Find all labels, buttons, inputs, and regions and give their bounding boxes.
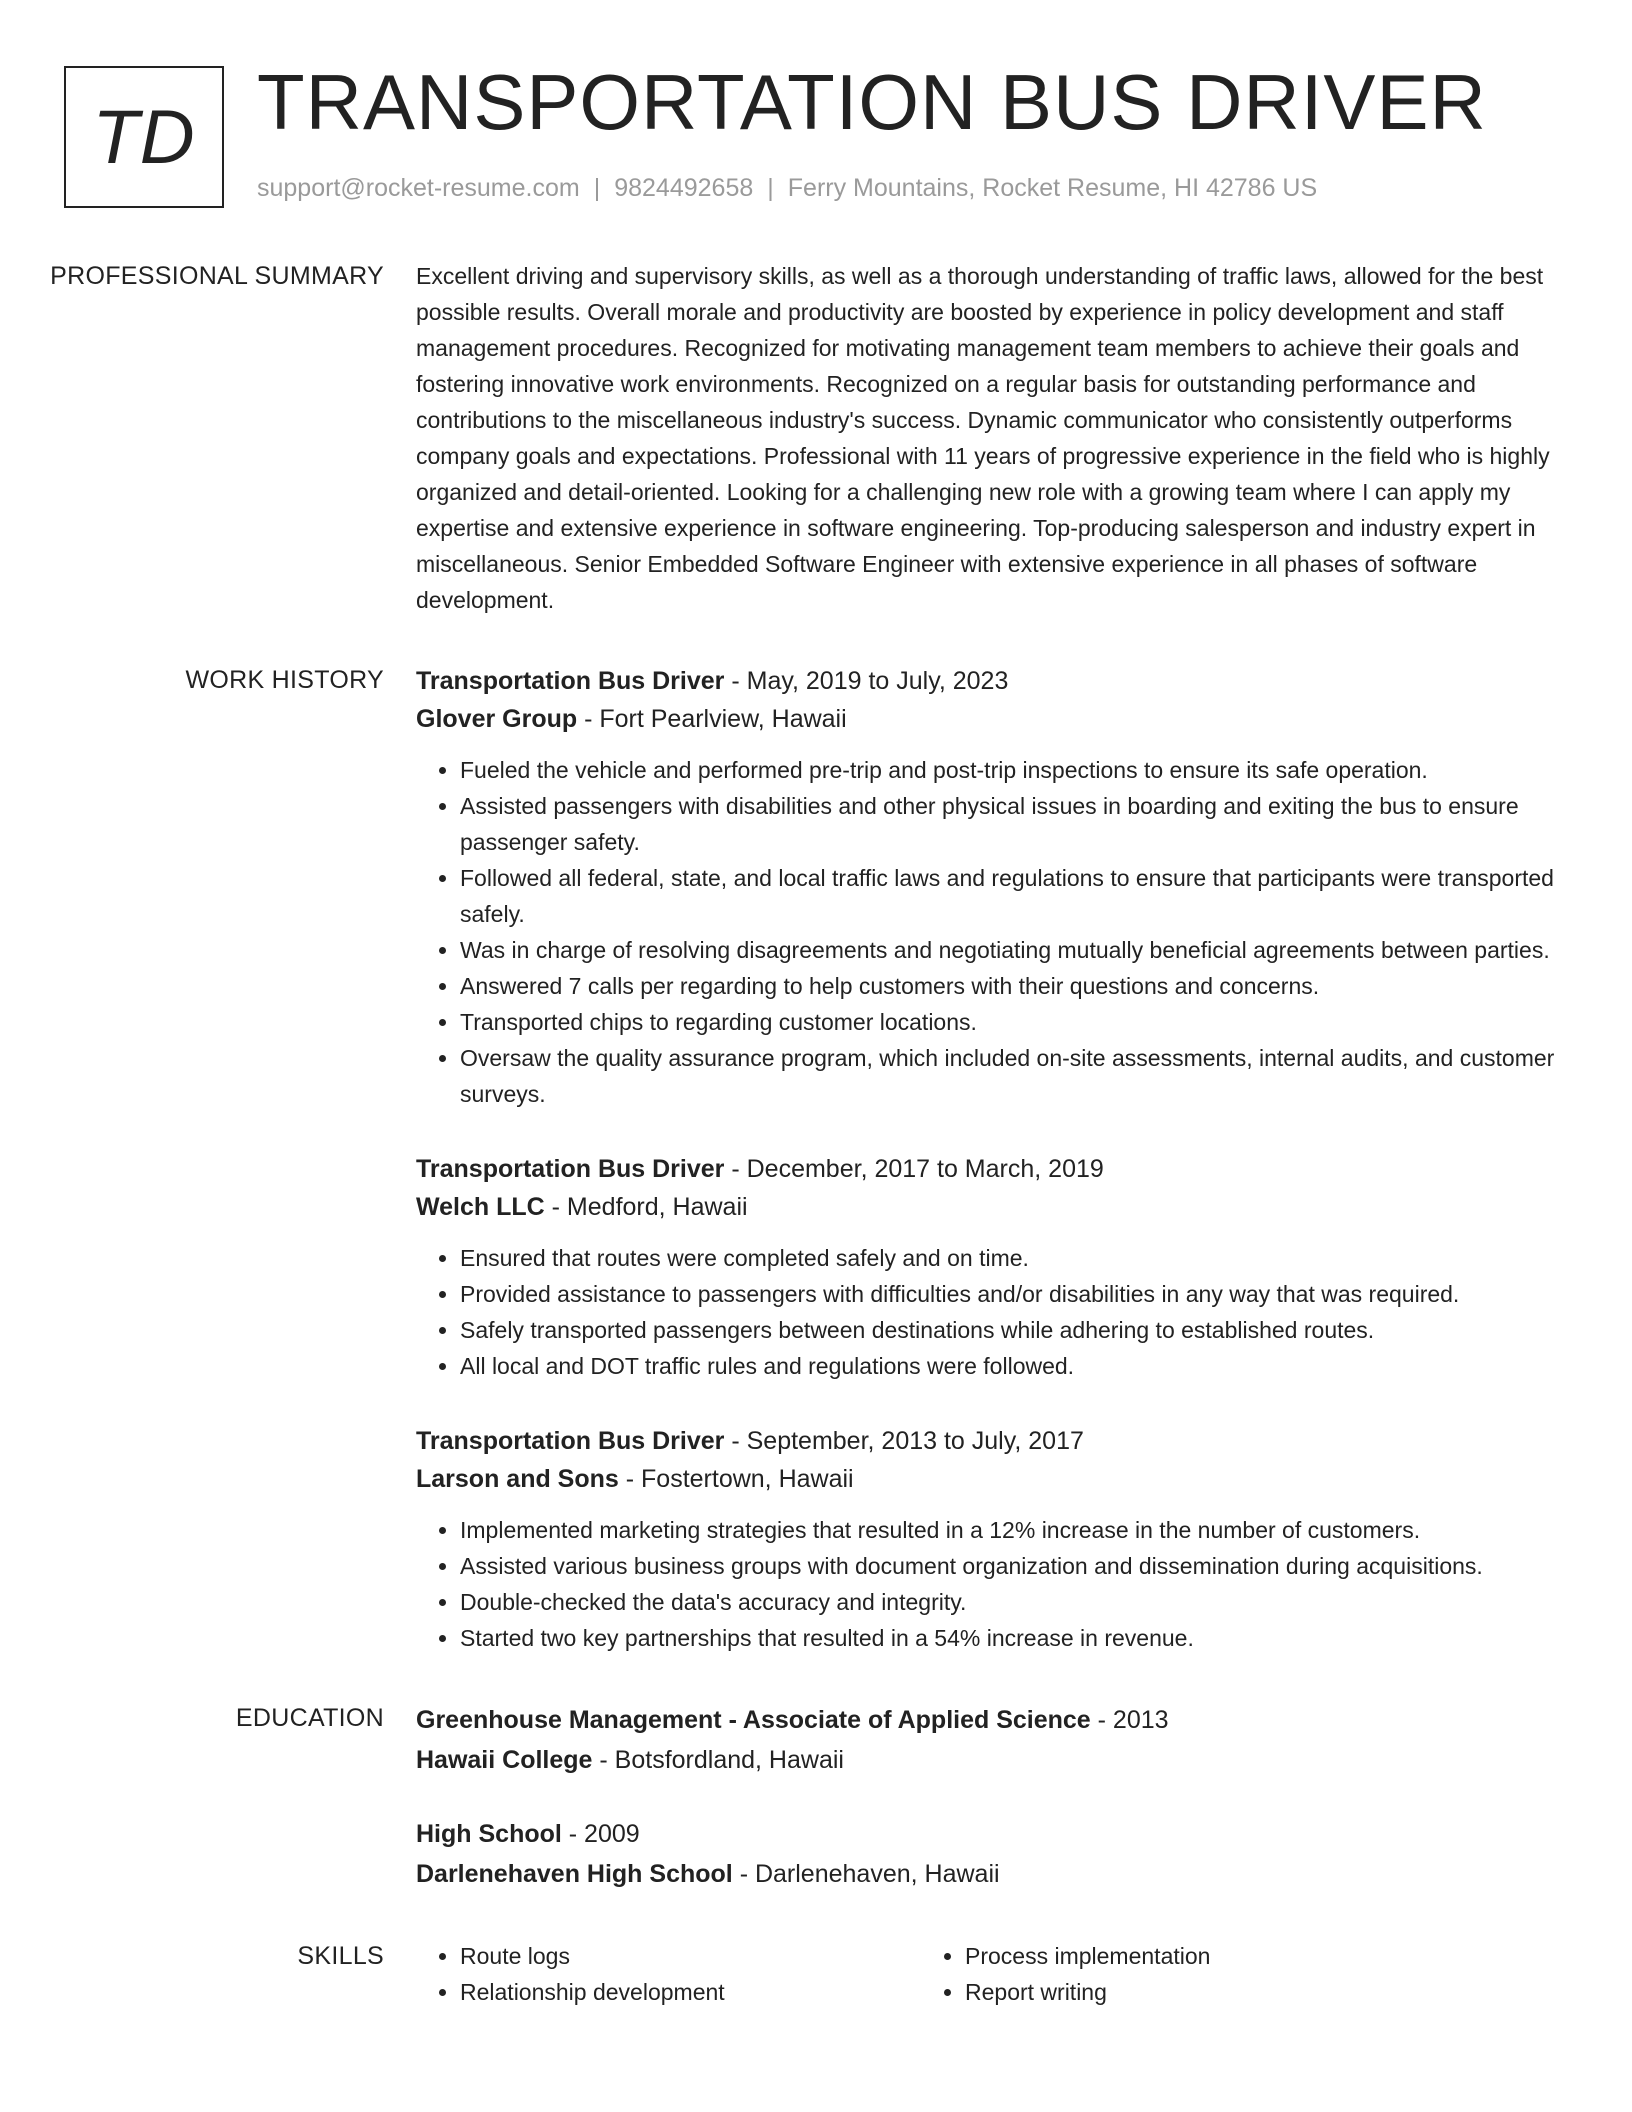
- work-history-body: [416, 662, 1566, 1656]
- summary-text: Excellent driving and supervisory skills, as well as a thorough understanding of traffic laws, allowed for the best possible results. Overall morale and productivity are boosted by experience in policy development and staff management procedures. Recognized for motivating management team members to achieve their goals and fostering innovative work environments. Recognized on a regular basis for outstanding performance and contributions to the miscellaneous industry's success. Dynamic communicator who consistently outperforms company goals and expectations. Professional with 11 years of progressive experience in the field who is highly organized and detail-oriented. Looking for a challenging new role with a growing team where I can apply my expertise and extensive experience in software engineering. Top-producing salesperson and industry expert in miscellaneous. Senior Embedded Software Engineer with extensive experience in all phases of software development.: [416, 263, 1550, 613]
- job-title-line: [416, 1150, 1566, 1188]
- job-dates: - December, 2017 to March, 2019: [724, 1155, 1104, 1183]
- job-entry: [416, 1150, 1566, 1384]
- job-bullet: • Answered 7 calls per regarding to help customers with their questions and concerns.: [460, 968, 1566, 1004]
- monogram-initials: TD: [92, 94, 196, 180]
- skills-section: [0, 1938, 1632, 2010]
- job-dates: - September, 2013 to July, 2017: [724, 1427, 1084, 1455]
- education-location: - Darlenehaven, Hawaii: [732, 1860, 1000, 1888]
- contact-email: support@rocket-resume.com: [257, 174, 580, 202]
- education-school-line: [416, 1740, 1566, 1780]
- job-company: Larson and Sons: [416, 1465, 619, 1493]
- contact-phone: 9824492658: [614, 174, 754, 202]
- skill-item: • Relationship development: [460, 1974, 921, 2010]
- skill-item: • Route logs: [460, 1938, 921, 1974]
- section-label-education: EDUCATION: [235, 1704, 384, 1732]
- job-bullet: • Provided assistance to passengers with difficulties and/or disabilities in any way that was required.: [460, 1276, 1566, 1312]
- education-degree: High School: [416, 1820, 562, 1848]
- education-entry: [416, 1814, 1566, 1894]
- job-company: Welch LLC: [416, 1193, 545, 1221]
- education-degree-line: [416, 1700, 1566, 1740]
- education-school-line: [416, 1854, 1566, 1894]
- education-body: [416, 1700, 1566, 1894]
- job-bullet: • Assisted passengers with disabilities and other physical issues in boarding and exiting the bus to ensure passenger safety.: [460, 788, 1566, 860]
- job-bullet: • Ensured that routes were completed safely and on time.: [460, 1240, 1566, 1276]
- education-entry: [416, 1700, 1566, 1780]
- contact-separator: |: [767, 174, 774, 202]
- education-location: - Botsfordland, Hawaii: [592, 1746, 844, 1774]
- job-title-line: [416, 1422, 1566, 1460]
- education-school: Darlenehaven High School: [416, 1860, 733, 1888]
- job-dates: - May, 2019 to July, 2023: [724, 667, 1009, 695]
- job-bullet: • Double-checked the data's accuracy and integrity.: [460, 1584, 1566, 1620]
- job-bullet: • Implemented marketing strategies that resulted in a 12% increase in the number of customers.: [460, 1512, 1566, 1548]
- contact-separator: |: [593, 174, 601, 202]
- resume-content: [0, 258, 1632, 2054]
- contact-address: Ferry Mountains, Rocket Resume, HI 42786 US: [787, 174, 1318, 202]
- job-company-line: [416, 700, 1566, 738]
- contact-line: [257, 174, 1317, 203]
- job-company: Glover Group: [416, 705, 578, 733]
- job-company-line: [416, 1460, 1566, 1498]
- candidate-name: TRANSPORTATION BUS DRIVER: [257, 58, 1487, 146]
- job-title: Transportation Bus Driver: [416, 1155, 725, 1183]
- job-location: - Fort Pearlview, Hawaii: [577, 705, 847, 733]
- skills-column-right: [921, 1938, 1426, 2010]
- job-bullets: [416, 1240, 1566, 1384]
- job-bullet: • All local and DOT traffic rules and regulations were followed.: [460, 1348, 1566, 1384]
- education-year: - 2013: [1090, 1706, 1169, 1734]
- job-bullet: • Fueled the vehicle and performed pre-trip and post-trip inspections to ensure its safe operation.: [460, 752, 1566, 788]
- job-bullet: • Assisted various business groups with document organization and dissemination during acquisitions.: [460, 1548, 1566, 1584]
- job-entry: [416, 1422, 1566, 1656]
- education-year: - 2009: [561, 1820, 640, 1848]
- job-title-line: [416, 662, 1566, 700]
- skill-item: • Report writing: [965, 1974, 1426, 2010]
- job-bullet: • Was in charge of resolving disagreements and negotiating mutually beneficial agreements between parties.: [460, 932, 1566, 968]
- education-degree-line: [416, 1814, 1566, 1854]
- skills-column-left: [416, 1938, 921, 2010]
- job-title: Transportation Bus Driver: [416, 1427, 725, 1455]
- job-bullet: • Safely transported passengers between destinations while adhering to established routes.: [460, 1312, 1566, 1348]
- education-section: [0, 1700, 1632, 1894]
- monogram-box: [64, 66, 224, 208]
- job-bullets: [416, 752, 1566, 1112]
- job-bullet: • Started two key partnerships that resulted in a 54% increase in revenue.: [460, 1620, 1566, 1656]
- section-label-summary: PROFESSIONAL SUMMARY: [50, 262, 384, 290]
- work-history-section: [0, 662, 1632, 1656]
- skills-body: [416, 1938, 1566, 2010]
- section-label-skills: SKILLS: [297, 1942, 384, 1970]
- job-location: - Medford, Hawaii: [544, 1193, 748, 1221]
- summary-body: [416, 258, 1566, 618]
- job-bullet: • Followed all federal, state, and local traffic laws and regulations to ensure that participants were transported safely.: [460, 860, 1566, 932]
- summary-section: [0, 258, 1632, 618]
- section-label-work: WORK HISTORY: [185, 666, 384, 694]
- skill-item: • Process implementation: [965, 1938, 1426, 1974]
- job-location: - Fostertown, Hawaii: [618, 1465, 854, 1493]
- job-bullet: • Transported chips to regarding customer locations.: [460, 1004, 1566, 1040]
- job-bullet: • Oversaw the quality assurance program, which included on-site assessments, internal audits, and customer surveys.: [460, 1040, 1566, 1112]
- job-entry: [416, 662, 1566, 1112]
- education-degree: Greenhouse Management - Associate of Applied Science: [416, 1706, 1091, 1734]
- job-bullets: [416, 1512, 1566, 1656]
- job-company-line: [416, 1188, 1566, 1226]
- job-title: Transportation Bus Driver: [416, 667, 725, 695]
- education-school: Hawaii College: [416, 1746, 593, 1774]
